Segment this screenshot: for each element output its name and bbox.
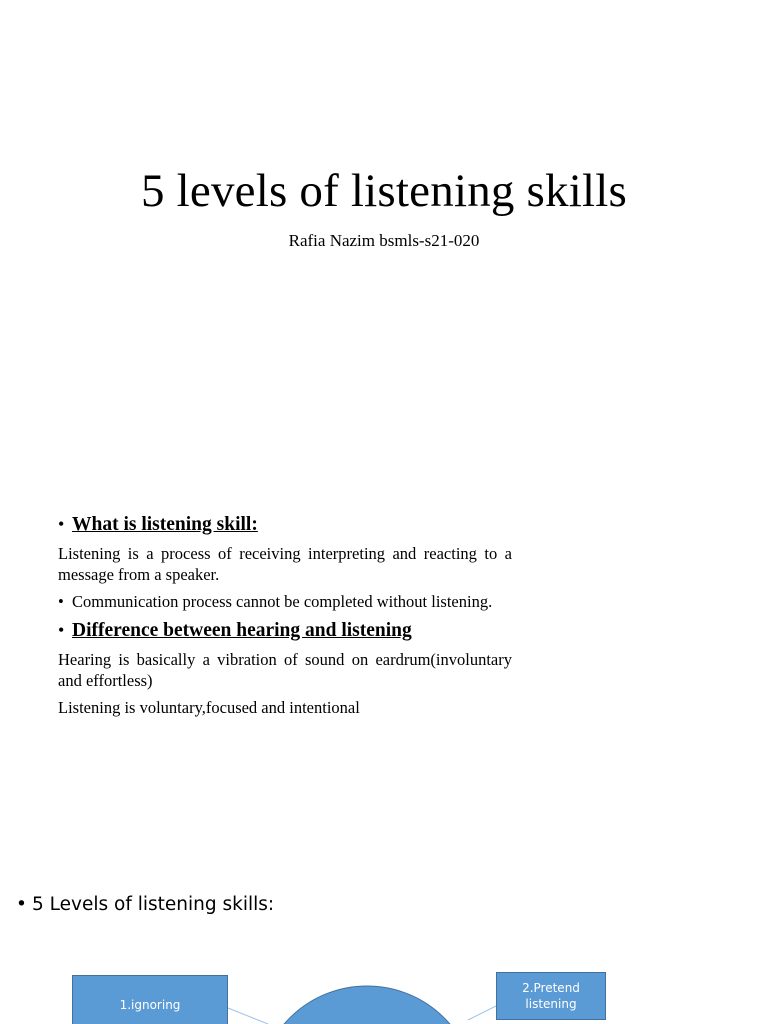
section-heading: What is listening skill:	[72, 514, 258, 535]
bullet-icon: •	[16, 894, 27, 915]
bullet-icon: •	[58, 592, 64, 611]
hearing-paragraph: Hearing is basically a vibration of sound on eardrum(involuntary and effortless)	[58, 650, 512, 690]
levels-slide	[0, 860, 768, 1024]
slide-title: 5 levels of listening skills	[140, 165, 628, 217]
level-box-ignoring: 1.ignoring	[72, 975, 228, 1024]
levels-heading-text: 5 Levels of listening skills:	[32, 894, 275, 915]
bullet-icon: •	[58, 620, 65, 640]
title-slide	[0, 0, 768, 460]
bullet-icon: •	[58, 514, 65, 534]
slide-content	[58, 512, 512, 724]
heading-difference	[58, 618, 512, 643]
connector-line-left	[228, 1008, 268, 1024]
bullet-item	[58, 591, 512, 612]
heading-what-is-listening	[58, 512, 512, 537]
definition-slide	[0, 460, 768, 860]
level-box-pretend-listening: 2.Pretend listening	[496, 972, 606, 1020]
connector-line-right	[468, 1006, 496, 1020]
listening-paragraph: Listening is voluntary,focused and intentional	[58, 698, 360, 717]
definition-paragraph: Listening is a process of receiving interpreting and reacting to a message from a speaker.	[58, 544, 512, 584]
section-heading: Difference between hearing and listening	[72, 620, 412, 641]
slide-subtitle: Rafia Nazim bsmls-s21-020	[288, 231, 480, 250]
center-circle	[259, 986, 475, 1024]
bullet-text: Communication process cannot be completed without listening.	[72, 592, 493, 611]
